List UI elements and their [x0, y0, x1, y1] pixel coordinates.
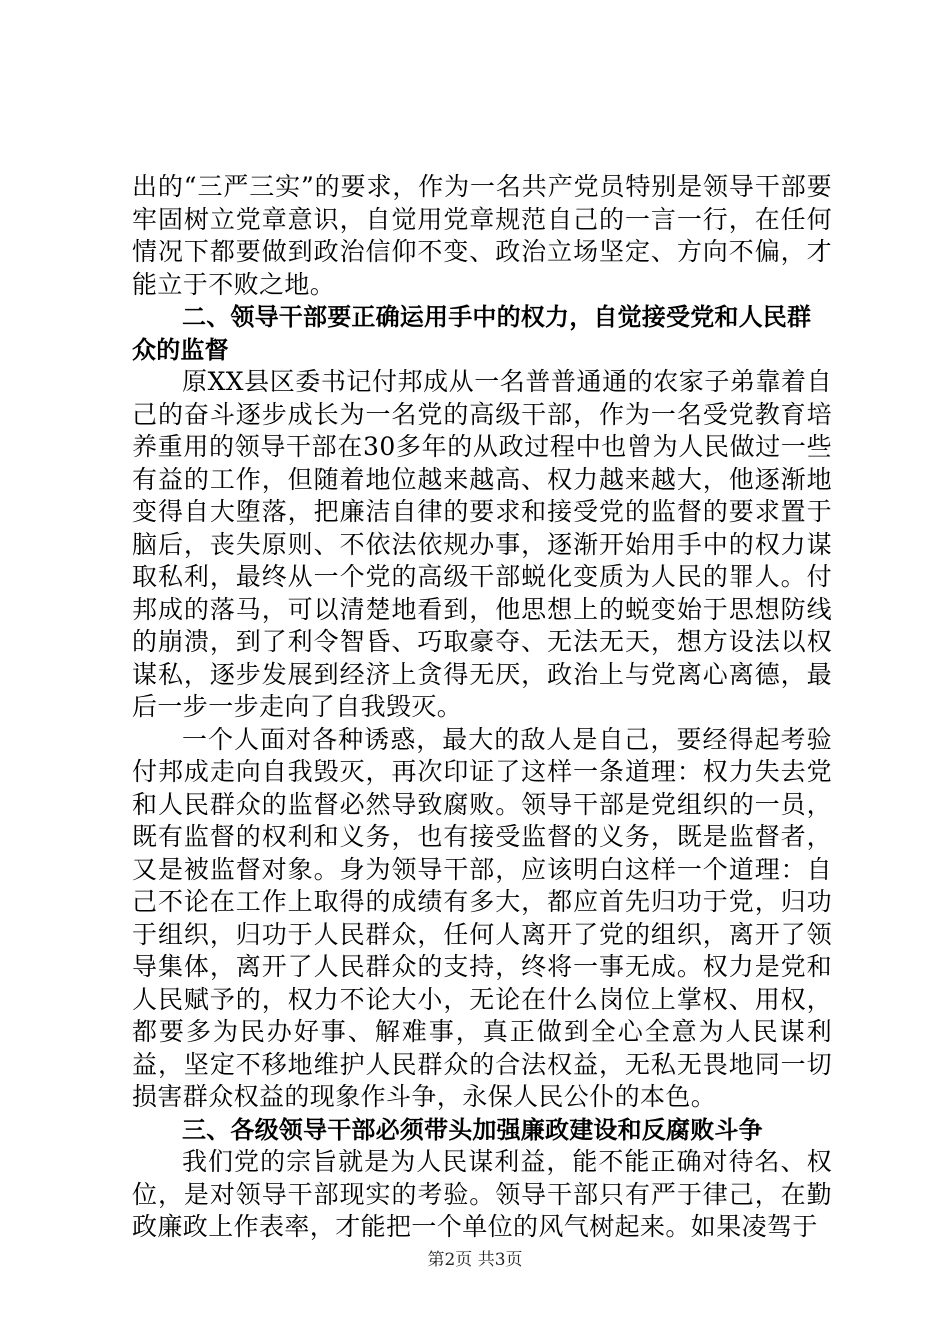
document-body: [132, 171, 832, 1244]
section-heading-2: 二、领导干部要正确运用手中的权力，自觉接受党和人民群众的监督: [132, 303, 812, 364]
paragraph-3: 一个人面对各种诱惑，最大的敌人是自己，要经得起考验付邦成走向自我毁灭，再次印证了这样一条道理：权力失去党和人民群众的监督必然导致腐败。领导干部是党组织的一员，既有监督的权利和义务，也有接受监督的义务，既是监督者，又是被监督对象。身为领导干部，应该明白这样一个道理：自己不论在工作上取得的成绩有多大，都应首先归功于党，归功于组织，归功于人民群众，任何人离开了党的组织，离开了领导集体，离开了人民群众的支持，终将一事无成。权力是党和人民赋予的，权力不论大小，无论在什么岗位上掌权、用权，都要多为民办好事、解难事，真正做到全心全意为人民谋利益，坚定不移地维护人民群众的合法权益，无私无畏地同一切损害群众权益的现象作斗争，永保人民公仆的本色。: [132, 724, 832, 1111]
paragraph-4: 我们党的宗旨就是为人民谋利益，能不能正确对待名、权位，是对领导干部现实的考验。领导干部只有严于律己，在勤政廉政上作表率，才能把一个单位的风气树起来。如果凌驾于: [132, 1147, 832, 1241]
section-heading-3: 三、各级领导干部必须带头加强廉政建设和反腐败斗争: [182, 1115, 763, 1144]
paragraph-1: 出的“三严三实”的要求，作为一名共产党员特别是领导干部要牢固树立党章意识，自觉用党章规范自己的一言一行，在任何情况下都要做到政治信仰不变、政治立场坚定、方向不偏，才能立于不败之地。: [132, 172, 832, 299]
page-footer: 第2页 共3页: [427, 1250, 523, 1270]
paragraph-2: 原XX县区委书记付邦成从一名普普通通的农家子弟靠着自己的奋斗逐步成长为一名党的高级干部，作为一名受党教育培养重用的领导干部在30多年的从政过程中也曾为人民做过一些有益的工作，但随着地位越来越高、权力越来越大，他逐渐地变得自大堕落，把廉洁自律的要求和接受党的监督的要求置于脑后，丧失原则、不依法依规办事，逐渐开始用手中的权力谋取私利，最终从一个党的高级干部蜕化变质为人民的罪人。付邦成的落马，可以清楚地看到，他思想上的蜕变始于思想防线的崩溃，到了利令智昏、巧取豪夺、无法无天，想方设法以权谋私，逐步发展到经济上贪得无厌，政治上与党离心离德，最后一步一步走向了自我毁灭。: [132, 367, 832, 721]
